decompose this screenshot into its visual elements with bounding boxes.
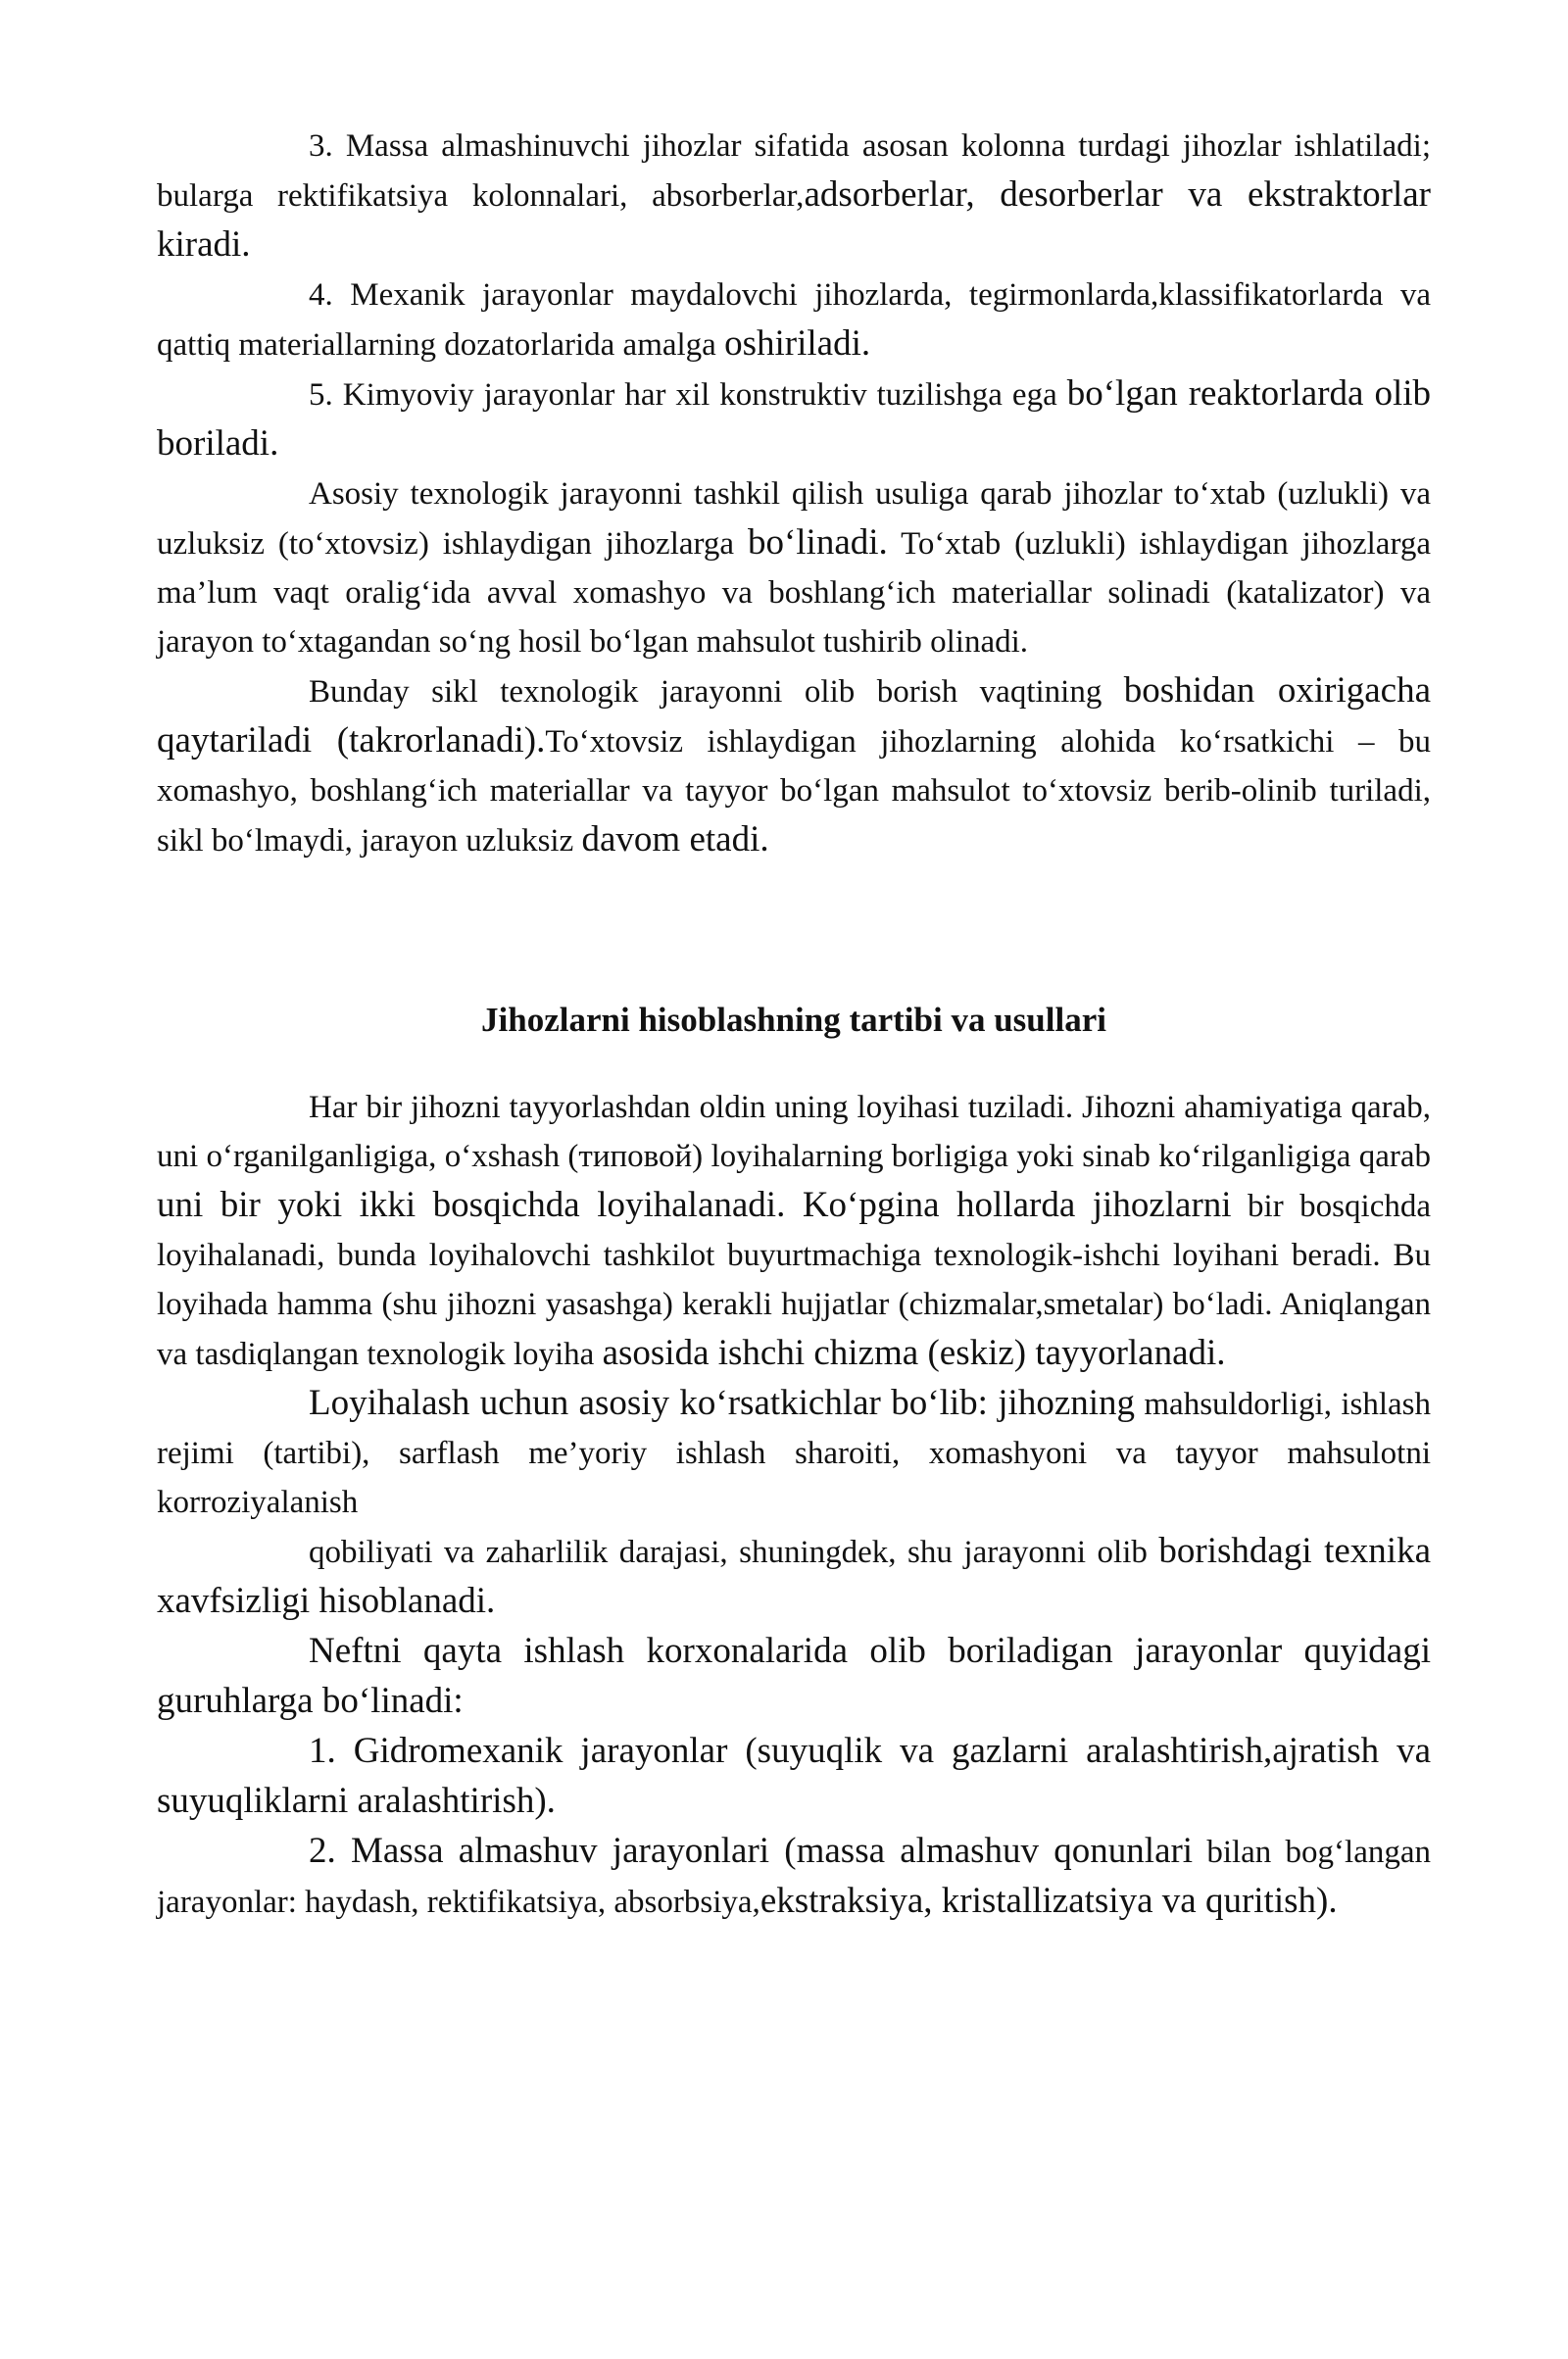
paragraph xyxy=(157,369,1431,469)
body-section-2 xyxy=(157,1083,1431,1927)
paragraph xyxy=(157,1827,1431,1927)
text-run: Har bir jihozni tayyorlashdan oldin uning loyihasi tuziladi. Jihozni ahamiyatiga qarab, uni o‘rganilganligiga, o‘xshash (типовой) loyihalarning borligiga yoki sinab ko‘rilganligiga qarab xyxy=(157,1090,1431,1174)
text-run: ekstraksiya, kristallizatsiya va quritish). xyxy=(760,1881,1338,1921)
text-run: 2. Massa almashuv jarayonlari (massa almashuv qonunlari xyxy=(309,1831,1194,1871)
text-run: bo‘lgan reaktorlarda olib boriladi. xyxy=(157,373,1432,464)
text-run: bilan bog‘langan jarayonlar: haydash, rektifikatsiya, absorbsiya, xyxy=(157,1835,1431,1920)
text-run: mahsuldorligi, ishlash rejimi (tartibi), sarflash me’yoriy ishlash sharoiti, xomashyoni va tayyor mahsulotni korroziyalanish xyxy=(157,1387,1431,1520)
text-run: 1. Gidromexanik jarayonlar (suyuqlik va gazlarni aralashtirish,ajratish va suyuqliklarni aralashtirish). xyxy=(157,1731,1431,1821)
text-run: 3. Massa almashinuvchi jihozlar sifatida asosan kolonna turdagi jihozlar ishlatiladi; bularga rektifikatsiya kolonnalari, absorberlar, xyxy=(157,128,1431,214)
text-run: qobiliyati va zaharlilik darajasi, shuningdek, shu jarayonni olib xyxy=(309,1535,1159,1570)
section-heading: Jihozlarni hisoblashning tartibi va usullari xyxy=(481,1001,1106,1039)
paragraph xyxy=(157,270,1431,369)
heading-spacer xyxy=(157,1046,1431,1083)
text-run: boshidan oxirigacha qaytariladi (takrorlanadi). xyxy=(157,670,1432,761)
paragraph xyxy=(157,1379,1431,1527)
section-spacer xyxy=(157,865,1431,995)
text-run: borishdagi texnika xavfsizligi hisoblanadi. xyxy=(157,1531,1432,1621)
paragraph xyxy=(157,1627,1431,1727)
text-run: bir bosqichda loyihalanadi, bunda loyihalovchi tashkilot buyurtmachiga texnologik-ishchi loyihani beradi. Bu loyihada hamma (shu jihozni yasashga) kerakli hujjatlar (chizmalar,smetalar) bo‘ladi. Aniqlangan va tasdiqlangan texnologik loyiha xyxy=(157,1189,1431,1372)
text-run: uni bir yoki ikki bosqichda loyihalanadi. Ko‘pgina hollarda jihozlarni xyxy=(157,1185,1232,1225)
text-run: 5. Kimyoviy jarayonlar har xil konstruktiv tuzilishga ega xyxy=(309,377,1067,413)
text-run: bo‘linadi. xyxy=(747,522,888,563)
text-run: adsorberlar, desorberlar va ekstraktorlar kiradi. xyxy=(157,174,1431,265)
text-run: oshiriladi. xyxy=(724,323,871,364)
text-run: Loyihalash uchun asosiy ko‘rsatkichlar bo‘lib: jihozning xyxy=(309,1383,1136,1423)
text-run: To‘xtab (uzlukli) ishlaydigan jihozlarga ma’lum vaqt oralig‘ida avval xomashyo va boshlang‘ich materiallar solinadi (katalizator) va jarayon to‘xtagandan so‘ng hosil bo‘lgan mahsulot tushirib olinadi. xyxy=(157,526,1431,660)
text-run: Asosiy texnologik jarayonni tashkil qilish usuliga qarab jihozlar to‘xtab (uzlukli) va uzluksiz (to‘xtovsiz) ishlaydigan jihozlarga xyxy=(157,476,1431,562)
text-run: Bunday sikl texnologik jarayonni olib borish vaqtining xyxy=(309,674,1124,710)
paragraph xyxy=(157,1727,1431,1827)
paragraph xyxy=(157,666,1431,865)
body-section-1 xyxy=(157,122,1431,865)
text-run: To‘xtovsiz ishlaydigan jihozlarning alohida ko‘rsatkichi – bu xomashyo, boshlang‘ich materiallar va tayyor bo‘lgan mahsulot to‘xtovsiz berib-olinib turiladi, sikl bo‘lmaydi, jarayon uzluksiz xyxy=(157,724,1431,859)
text-run: 4. Mexanik jarayonlar maydalovchi jihozlarda, tegirmonlarda,klassifikatorlarda va qattiq materiallarning dozatorlarida amalga xyxy=(157,277,1431,363)
paragraph xyxy=(157,122,1431,270)
paragraph xyxy=(157,469,1431,666)
paragraph xyxy=(157,1527,1431,1627)
text-run: davom etadi. xyxy=(581,819,769,860)
paragraph xyxy=(157,1083,1431,1379)
text-run: asosida ishchi chizma (eskiz) tayyorlanadi. xyxy=(602,1333,1226,1373)
text-run: Neftni qayta ishlash korxonalarida olib boriladigan jarayonlar quyidagi guruhlarga bo‘linadi: xyxy=(157,1631,1431,1721)
